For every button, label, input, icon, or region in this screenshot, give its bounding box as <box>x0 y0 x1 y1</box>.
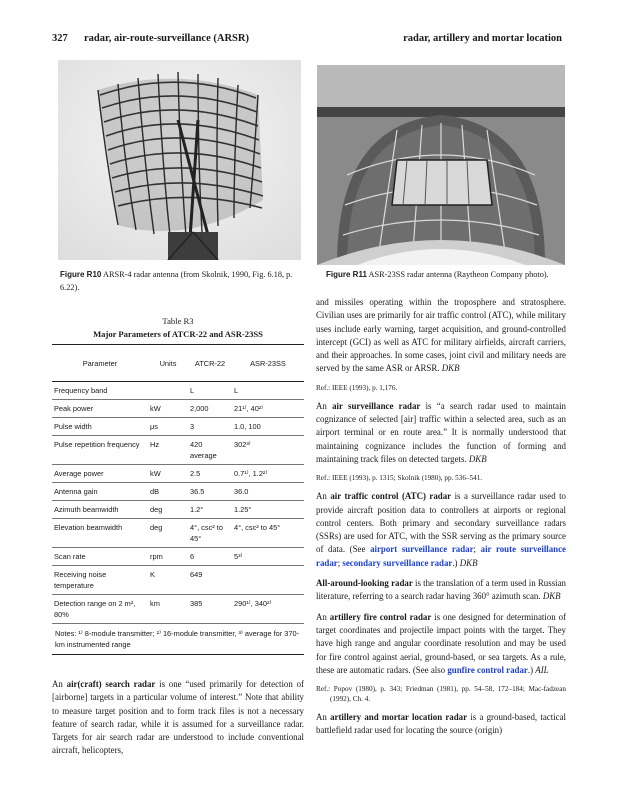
figure-r10-photo <box>58 60 301 260</box>
paragraph-air-search-radar <box>52 678 304 758</box>
table-cell: rpm <box>148 548 188 566</box>
page-number: 327 <box>52 33 68 44</box>
paragraph-atc-radar <box>316 490 566 570</box>
text-run: An <box>52 679 67 689</box>
figure-r11-label: Figure R11 <box>326 270 367 279</box>
term-artillery-mortar-location-radar: artillery and mortar location radar <box>330 712 468 723</box>
table-row <box>52 566 304 595</box>
author-initials: DKB <box>468 453 487 464</box>
table-cell: Scan rate <box>52 548 148 566</box>
link-air-route-surveillance-radar[interactable]: air route surveillance radar <box>316 544 567 568</box>
term-air-surveillance-radar: air surveillance radar <box>332 400 421 411</box>
table-cell: 302³⁾ <box>232 436 304 465</box>
table-cell: km <box>148 595 188 624</box>
table-cell: Receiving noise temperature <box>52 566 148 595</box>
author-initials: DKB <box>542 591 561 602</box>
table-cell: 0.7¹⁾, 1.2²⁾ <box>232 465 304 483</box>
table-cell: 2,000 <box>188 400 232 418</box>
table-row <box>52 436 304 465</box>
text-run: is one designed for determination of target coordinates and projectile impact points with the target. They have high range and angular coordinate resolution and may be used for fire control against aerial, ground-based, or sea targets. As a rule, these are automatic radars. (See also <box>316 611 566 675</box>
table-cell: Pulse width <box>52 418 148 436</box>
link-airport-surveillance-radar[interactable]: airport surveillance radar <box>370 544 474 555</box>
table-cell: Antenna gain <box>52 483 148 501</box>
table-cell: μs <box>148 418 188 436</box>
table-cell: deg <box>148 519 188 548</box>
right-column <box>316 296 566 745</box>
table-row <box>52 595 304 624</box>
table-cell: Average power <box>52 465 148 483</box>
text-run: An <box>316 712 331 723</box>
text-run: and missiles operating within the troposphere and stratosphere. Civilian uses are primarily for air traffic control (ATC), while military uses include early warning, target acquisition, and ground-controlled intercept (GCI) as well as ATC for military airfields, aircraft carriers, and their approaches. In some cases, joint civil and military needs are served by the same ASR or ARSR. <box>316 297 566 374</box>
reference: Ref.: Popov (1980), p. 343; Friedman (1981), pp. 54–58, 172–184; Mac-fadzean (1992), Ch. 4. <box>316 685 566 704</box>
text-run: is a surveillance radar used to provide aircraft position data to controllers at airports or regional control centers. Both primary and secondary surveillance radars (SSRs) are used for ATC, with the SSR serving as the primary source of data. (See <box>316 491 566 555</box>
running-header-right: radar, artillery and mortar location <box>403 33 562 44</box>
figure-r11-text: ASR-23SS radar antenna (Raytheon Company photo). <box>366 270 549 279</box>
link-secondary-surveillance-radar[interactable]: secondary surveillance radar <box>342 557 453 568</box>
author-initials: DKB <box>441 363 460 374</box>
reference: Ref.: IEEE (1993), p. 1315; Skolnik (1980), pp. 536–541. <box>316 474 483 483</box>
table-cell: 36.5 <box>188 483 232 501</box>
table-cell: 649 <box>188 566 232 595</box>
table-cell: Azimuth beamwidth <box>52 501 148 519</box>
table-cell: Peak power <box>52 400 148 418</box>
table-row <box>52 548 304 566</box>
text-run: An <box>316 491 331 502</box>
paragraph-artillery-fire-control-radar <box>316 611 566 677</box>
table-cell: 385 <box>188 595 232 624</box>
paragraph-artillery-mortar-location-radar <box>316 711 566 738</box>
table-row <box>52 519 304 548</box>
table-header-cell: ATCR-22 <box>188 345 232 382</box>
table-cell: Pulse repetition frequency <box>52 436 148 465</box>
table-title: Major Parameters of ATCR-22 and ASR-23SS <box>93 329 263 339</box>
table-cell: Hz <box>148 436 188 465</box>
table-cell: 3 <box>188 418 232 436</box>
figure-r10-caption <box>60 268 304 294</box>
running-header-left: radar, air-route-surveillance (ARSR) <box>84 33 249 44</box>
table-cell: 36.0 <box>232 483 304 501</box>
table-row <box>52 400 304 418</box>
term-atc-radar: air traffic control (ATC) radar <box>330 491 452 502</box>
table-cell: 420 average <box>188 436 232 465</box>
author-initials: AIL <box>535 664 549 675</box>
author-initials: DKB <box>459 557 478 568</box>
table-row <box>52 465 304 483</box>
table-cell: 1.0, 100 <box>232 418 304 436</box>
figure-r10-text: ARSR-4 radar antenna (from Skolnik, 1990, Fig. 6.18, p. 6.22). <box>60 270 293 292</box>
table-notes: Notes: ¹⁾ 8-module transmitter; ²⁾ 16-module transmitter, ³⁾ average for 370-km instrumented range <box>52 624 304 655</box>
table-cell: 1.2° <box>188 501 232 519</box>
text-run: .) <box>527 664 536 675</box>
table-cell: kW <box>148 465 188 483</box>
table-cell: 6 <box>188 548 232 566</box>
table-cell: 5³⁾ <box>232 548 304 566</box>
table-cell: K <box>148 566 188 595</box>
table-cell <box>232 566 304 595</box>
table-cell: Frequency band <box>52 382 148 400</box>
table-header-cell: ASR-23SS <box>232 345 304 382</box>
table-header-cell: Units <box>148 345 188 382</box>
figure-r11-photo <box>317 65 565 265</box>
text-run: .) <box>452 557 460 568</box>
term-air-search-radar: air(craft) search radar <box>66 679 156 689</box>
text-run: An <box>316 400 333 411</box>
table-row <box>52 501 304 519</box>
table-label: Table R3 <box>162 316 194 326</box>
text-run: is the translation of a term used in Russian literature, referring to a search radar having 360° azimuth scan. <box>316 578 566 602</box>
paragraph-air-surveillance-radar <box>316 400 566 466</box>
table-cell: deg <box>148 501 188 519</box>
table-cell: Elevation beamwidth <box>52 519 148 548</box>
table-cell: 21¹⁾, 40²⁾ <box>232 400 304 418</box>
table-cell: L <box>232 382 304 400</box>
term-all-around-looking-radar: All-around-looking radar <box>316 578 413 589</box>
figure-r11-caption <box>326 268 566 281</box>
link-gunfire-control-radar[interactable]: gunfire control radar <box>447 664 528 675</box>
text-run: ; <box>473 544 481 555</box>
table-header-row <box>52 345 304 382</box>
text-run: is one “used primarily for detection of [airborne] targets in a particular volume of interest.” Note that ability to measure target position and to form track files is not a necessary feature of search radar, while it is assumed for a surveillance radar. Targets for air search radar are understood to include conventional aircraft, helicopters, <box>52 679 304 756</box>
text-run: is “a search radar used to maintain cognizance of selected [air] traffic within a selected area, such as an airport terminal or en route area.” It is normally understood that maintaining cognizance includes the function of forming and maintaining track files on detected targets. <box>316 400 566 464</box>
left-column <box>52 678 304 765</box>
text-run: An <box>316 611 330 622</box>
table-cell: Detection range on 2 m², 80% <box>52 595 148 624</box>
paragraph-all-around-looking-radar <box>316 577 566 604</box>
figure-r10-label: Figure R10 <box>60 270 102 279</box>
table-row <box>52 483 304 501</box>
text-run: is a ground-based, tactical battlefield radar used for locating the source (origin) <box>316 712 566 736</box>
table-cell <box>148 382 188 400</box>
text-run: ; <box>337 557 343 568</box>
paragraph-intro <box>316 296 566 376</box>
table-cell: 4°, csc² to 45° <box>232 519 304 548</box>
table-cell: 2.5 <box>188 465 232 483</box>
table-cell: 4°, csc² to 45° <box>188 519 232 548</box>
table-row <box>52 418 304 436</box>
table-row <box>52 382 304 400</box>
table-cell: kW <box>148 400 188 418</box>
parameters-table <box>52 344 304 655</box>
table-cell: 1.25° <box>232 501 304 519</box>
reference: Ref.: IEEE (1993), p. 1,176. <box>316 383 398 392</box>
table-cell: L <box>188 382 232 400</box>
table-header-cell: Parameter <box>52 345 148 382</box>
table-notes-row <box>52 624 304 655</box>
table-cell: dB <box>148 483 188 501</box>
term-artillery-fire-control-radar: artillery fire control radar <box>329 611 432 622</box>
table-cell: 290¹⁾, 340²⁾ <box>232 595 304 624</box>
